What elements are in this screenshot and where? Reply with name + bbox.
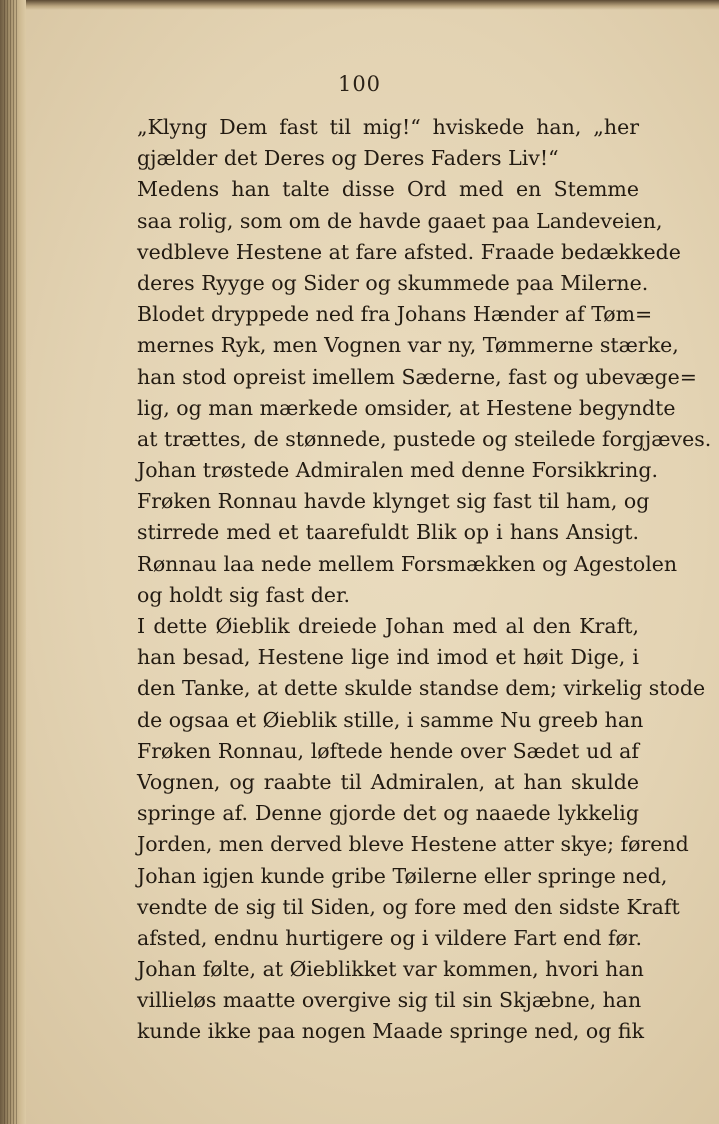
text-line: han stod opreist imellem Sæderne, fast og ubevæge= bbox=[137, 364, 697, 389]
spine-page-edges bbox=[4, 0, 18, 1124]
text-line: Frøken Ronnau havde klynget sig fast til ham, og bbox=[137, 489, 650, 514]
text-line: vendte de sig til Siden, og fore med den sidste Kraft bbox=[137, 894, 680, 919]
text-line: Johan trøstede Admiralen med denne Forsikkring. bbox=[137, 458, 658, 483]
body-text bbox=[137, 112, 712, 1048]
text-line: den Tanke, at dette skulde standse dem; virkelig stode bbox=[137, 676, 706, 701]
text-line: deres Ryyge og Sider og skummede paa Milerne. bbox=[137, 270, 649, 295]
text-line: vedbleve Hestene at fare afsted. Fraade bedækkede bbox=[137, 239, 681, 264]
text-line: Jorden, men derved bleve Hestene atter skye; førend bbox=[137, 832, 689, 857]
page-number: 100 bbox=[337, 72, 382, 96]
text-line: at trættes, de stønnede, pustede og steilede forgjæves. bbox=[137, 426, 712, 451]
text-line: han besad, Hestene lige ind imod et høit Dige, i bbox=[137, 645, 639, 670]
text-line: Frøken Ronnau, løftede hende over Sædet ud af bbox=[137, 738, 639, 763]
text-line: og holdt sig fast der. bbox=[137, 582, 351, 607]
text-line: afsted, endnu hurtigere og i vildere Fart end før. bbox=[137, 925, 642, 950]
text-line: Vognen, og raabte til Admiralen, at han skulde bbox=[137, 769, 639, 794]
text-line: Johan igjen kunde gribe Tøilerne eller springe ned, bbox=[137, 863, 668, 888]
text-line: „Klyng Dem fast til mig!“ hviskede han, „her bbox=[137, 115, 639, 139]
text-line: mernes Ryk, men Vognen var ny, Tømmerne stærke, bbox=[137, 333, 679, 358]
text-line: Johan følte, at Øieblikket var kommen, hvori han bbox=[137, 957, 644, 982]
text-line: de ogsaa et Øieblik stille, i samme Nu greeb han bbox=[137, 707, 644, 732]
text-line: Blodet dryppede ned fra Johans Hænder af Tøm= bbox=[137, 302, 653, 327]
text-line: lig, og man mærkede omsider, at Hestene begyndte bbox=[137, 395, 676, 420]
text-line: I dette Øieblik dreiede Johan med al den Kraft, bbox=[137, 614, 639, 638]
page-top-edge bbox=[0, 0, 719, 10]
text-line: kunde ikke paa nogen Maade springe ned, og fik bbox=[137, 1019, 644, 1044]
text-line: Rønnau laa nede mellem Forsmækken og Agestolen bbox=[137, 551, 678, 576]
text-line: springe af. Denne gjorde det og naaede lykkelig bbox=[137, 801, 639, 826]
text-line: Medens han talte disse Ord med en Stemme bbox=[137, 177, 639, 202]
text-line: gjælder det Deres og Deres Faders Liv!“ bbox=[137, 146, 559, 171]
book-spine bbox=[0, 0, 26, 1124]
text-line: stirrede med et taarefuldt Blik op i hans Ansigt. bbox=[137, 520, 639, 545]
text-line: villieløs maatte overgive sig til sin Skjæbne, han bbox=[137, 988, 642, 1013]
text-line: saa rolig, som om de havde gaaet paa Landeveien, bbox=[137, 208, 663, 233]
